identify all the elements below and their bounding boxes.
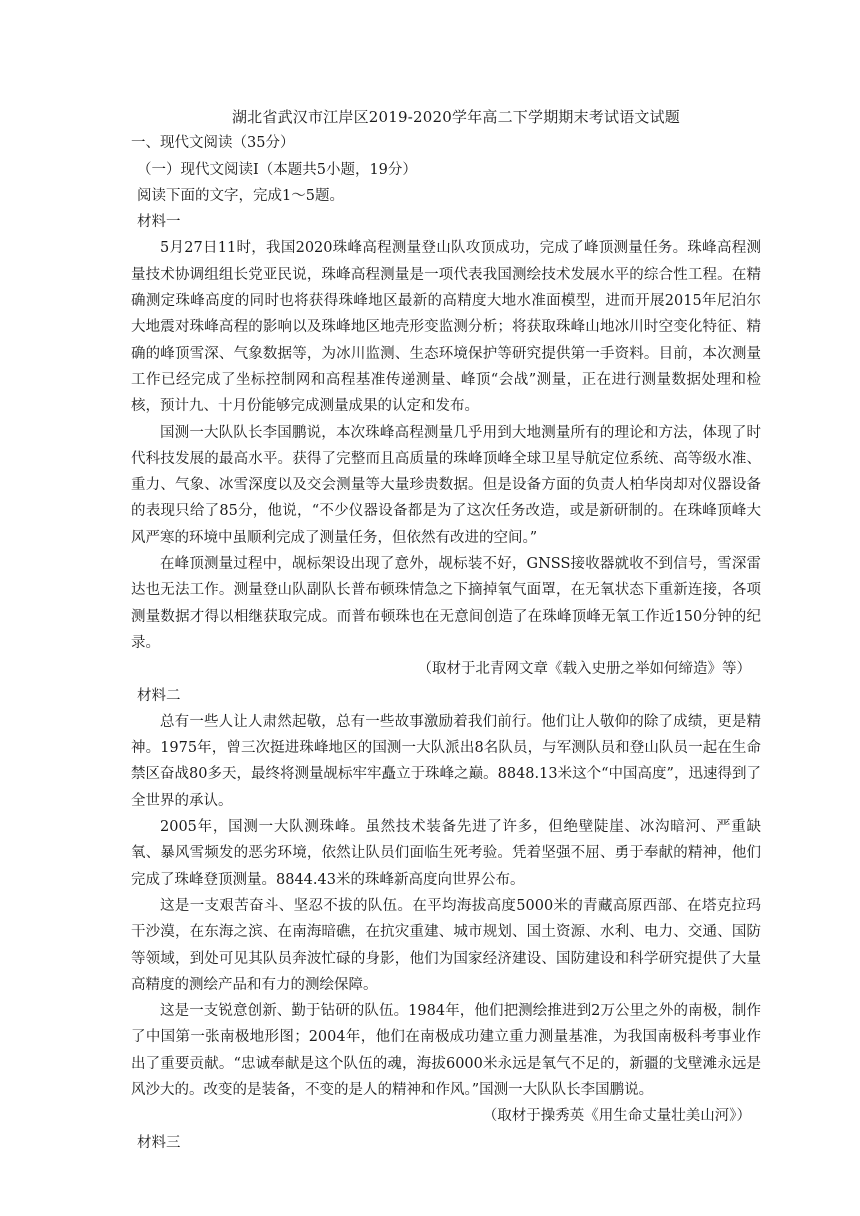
material2-label: 材料二 [137, 687, 181, 704]
material1-paragraph-1: 5月27日11时，我国2020珠峰高程测量登山队攻顶成功，完成了峰顶测量任务。珠峰高程测量技术协调组组长党亚民说，珠峰高程测量是一项代表我国测绘技术发展水平的综合性工程。在精确测定珠峰高度的同时也将获得珠峰地区最新的高精度大地水准面模型，进而开展2015年尼泊尔大地震对珠峰高程的影响以及珠峰地区地壳形变监测分析；将获取珠峰山地冰川时空变化特征、精确的峰顶雪深、气象数据等，为冰川监测、生态环境保护等研究提供第一手资料。目前，本次测量工作已经完成了坐标控制网和高程基准传递测量、峰顶“会战”测量，正在进行测量数据处理和检核，预计九、十月份能够完成测量成果的认定和发布。 [131, 240, 761, 415]
material2-paragraph-3: 这是一支艰苦奋斗、坚忍不拔的队伍。在平均海拔高度5000米的青藏高原西部、在塔克拉玛干沙漠，在东海之滨、在南海暗礁，在抗灾重建、城市规划、国土资源、水利、电力、交通、国防等领域，到处可见其队员奔波忙碌的身影，他们为国家经济建设、国防建设和科学研究提供了大量高精度的测绘产品和有力的测绘保障。 [131, 897, 761, 993]
material1-paragraph-3: 在峰顶测量过程中，觇标架设出现了意外，觇标装不好，GNSS接收器就收不到信号，雪深雷达也无法工作。测量登山队副队长普布顿珠情急之下摘掉氧气面罩，在无氧状态下重新连接，各项测量数据才得以相继获取完成。而普布顿珠也在无意间创造了在珠峰顶峰无氧工作近150分钟的纪录。 [131, 556, 761, 651]
material2-paragraph-2: 2005年，国测一大队测珠峰。虽然技术装备先进了许多，但绝壁陡崖、冰沟暗河、严重缺氧、暴风雪频发的恶劣环境，依然让队员们面临生死考验。凭着坚强不屈、勇于奉献的精神，他们完成了珠峰登顶测量。8844.43米的珠峰新高度向世界公布。 [131, 819, 761, 888]
document-body [131, 104, 761, 1156]
material2-source: （取材于操秀英《用生命丈量壮美山河》） [482, 1108, 751, 1125]
section-heading: 一、现代文阅读（35分） [131, 135, 295, 152]
material2-paragraph-4: 这是一支锐意创新、勤于钻研的队伍。1984年，他们把测绘推进到2万公里之外的南极，制作了中国第一张南极地形图；2004年，他们在南极成功建立重力测量基准，为我国南极科考事业作出了重要贡献。“忠诚奉献是这个队伍的魂，海拔6000米永远是氧气不足的，新疆的戈壁滩永远是风沙大的。改变的是装备，不变的是人的精神和作风。”国测一大队队长李国鹏说。 [131, 1003, 761, 1098]
material3-label: 材料三 [137, 1134, 181, 1151]
material1-label: 材料一 [137, 214, 181, 231]
material2-paragraph-1: 总有一些人让人肃然起敬，总有一些故事激励着我们前行。他们让人敬仰的除了成绩，更是精神。1975年，曾三次挺进珠峰地区的国测一大队派出8名队员，与军测队员和登山队员一起在生命禁区奋战80多天，最终将测量觇标牢牢矗立于珠峰之巅。8848.13米这个“中国高度”，迅速得到了全世界的承认。 [131, 713, 761, 809]
document-title: 湖北省武汉市江岸区2019-2020学年高二下学期期末考试语文试题 [231, 108, 681, 126]
instruction-text: 阅读下面的文字，完成1～5题。 [137, 187, 344, 204]
material1-source: （取材于北青网文章《载入史册之举如何缔造》等） [417, 661, 751, 678]
material1-paragraph-2: 国测一大队队长李国鹏说，本次珠峰高程测量几乎用到大地测量所有的理论和方法，体现了时代科技发展的最高水平。获得了完整而且高质量的珠峰顶峰全球卫星导航定位系统、高等级水准、重力、气象、冰雪深度以及交会测量等大量珍贵数据。但是设备方面的负责人柏华岗却对仪器设备的表现只给了85分，他说，“不少仪器设备都是为了这次任务改造，或是新研制的。在珠峰顶峰大风严寒的环境中虽顺利完成了测量任务，但依然有改进的空间。” [131, 424, 761, 546]
subsection-heading: （一）现代文阅读Ⅰ（本题共5小题，19分） [137, 161, 417, 178]
